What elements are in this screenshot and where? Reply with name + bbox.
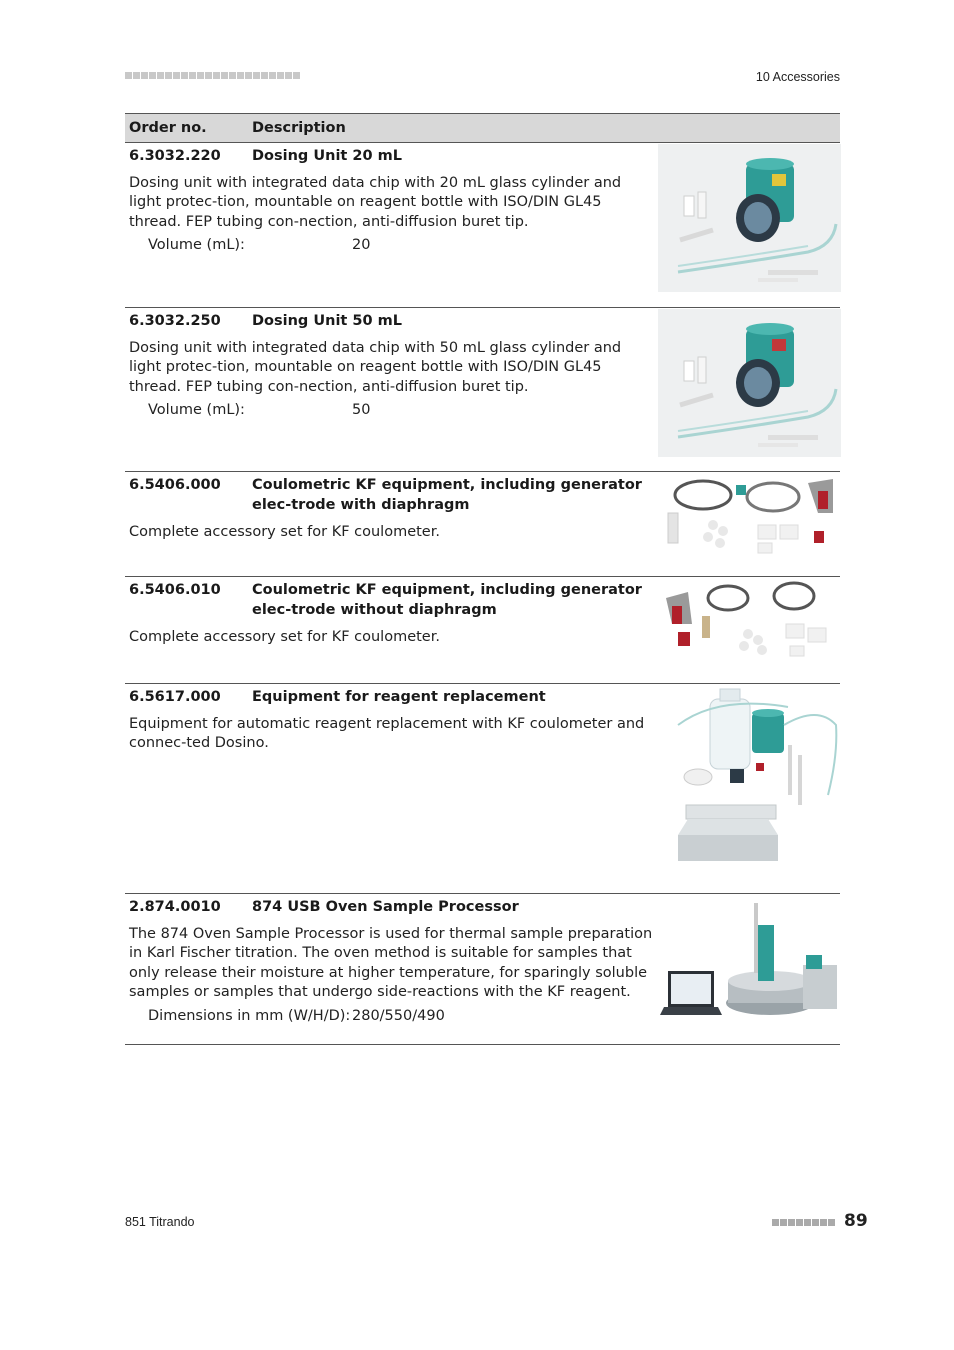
table-row: [125, 308, 840, 472]
header-decoration: [125, 72, 300, 79]
table-header: [125, 113, 840, 143]
reagent-replacement-equipment-image: [658, 685, 841, 881]
order-number: 2.874.0010: [129, 899, 221, 915]
kf-equipment-without-diaphragm-image: [658, 578, 841, 668]
accessories-table: [125, 113, 840, 1045]
dosing-unit-20ml-image: [658, 144, 841, 292]
item-title: 874 USB Oven Sample Processor: [252, 899, 519, 915]
spec-label: Volume (mL):: [148, 237, 245, 254]
column-header-description: Description: [252, 120, 346, 136]
spec-value: 50: [352, 402, 371, 419]
dosing-unit-50ml-image: [658, 309, 841, 457]
order-number: 6.5406.000: [129, 477, 221, 493]
column-header-order-no: Order no.: [129, 120, 207, 136]
order-number: 6.5617.000: [129, 689, 221, 705]
order-number: 6.3032.250: [129, 313, 221, 329]
order-number: 6.3032.220: [129, 148, 221, 164]
page-number: 89: [844, 1211, 868, 1231]
table-row: [125, 577, 840, 684]
item-description: Complete accessory set for KF coulometer.: [129, 524, 440, 540]
footer-product: 851 Titrando: [125, 1215, 195, 1229]
table-row: [125, 894, 840, 1045]
kf-equipment-with-diaphragm-image: [658, 473, 841, 563]
item-title: Equipment for reagent replacement: [252, 689, 546, 705]
spec-value: 20: [352, 237, 371, 254]
item-title: Coulometric KF equipment, including generator elec-trode without diaphragm: [252, 582, 642, 618]
table-row: [125, 684, 840, 894]
spec-value: 280/550/490: [352, 1007, 445, 1024]
item-title: Dosing Unit 20 mL: [252, 148, 402, 164]
item-description: The 874 Oven Sample Processor is used for thermal sample preparation in Karl Fischer titration. The oven method is suitable for samples that only release their moisture at higher temperature, for sparingly soluble samples or samples that undergo side-reactions with the KF reagent.: [129, 926, 653, 1001]
footer-decoration: [772, 1219, 835, 1226]
item-description: Dosing unit with integrated data chip with 20 mL glass cylinder and light protec-tion, mountable on reagent bottle with ISO/DIN GL45 thread. FEP tubing con-nection, anti-diffusion buret tip.: [129, 175, 622, 230]
item-description: Dosing unit with integrated data chip with 50 mL glass cylinder and light protec-tion, mountable on reagent bottle with ISO/DIN GL45 thread. FEP tubing con-nection, anti-diffusion buret tip.: [129, 340, 622, 395]
spec-label: Volume (mL):: [148, 402, 245, 419]
item-title: Coulometric KF equipment, including generator elec-trode with diaphragm: [252, 477, 642, 513]
item-description: Equipment for automatic reagent replacement with KF coulometer and connec-ted Dosino.: [129, 716, 645, 752]
order-number: 6.5406.010: [129, 582, 221, 598]
oven-sample-processor-image: [658, 895, 841, 1031]
item-title: Dosing Unit 50 mL: [252, 313, 402, 329]
table-row: [125, 143, 840, 308]
section-title: 10 Accessories: [755, 70, 840, 84]
item-description: Complete accessory set for KF coulometer.: [129, 629, 440, 645]
spec-label: Dimensions in mm (W/H/D):: [148, 1007, 351, 1024]
table-row: [125, 472, 840, 577]
